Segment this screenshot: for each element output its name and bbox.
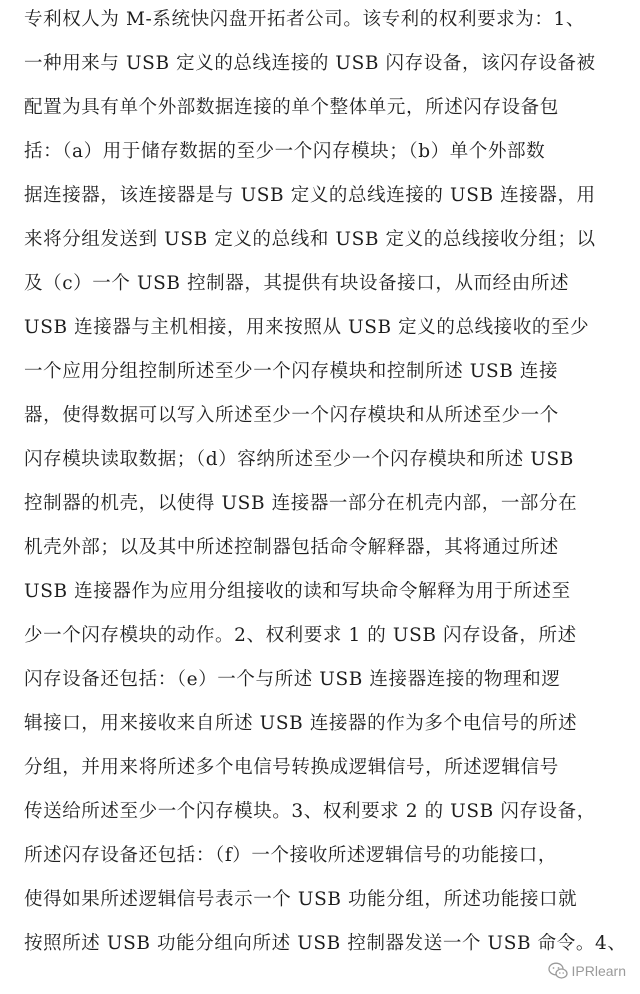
- text-line-10: 器，使得数据可以写入所述至少一个闪存模块和从所述至少一个: [24, 405, 559, 426]
- text-line-9: 一个应用分组控制所述至少一个闪存模块和控制所述 USB 连接: [24, 361, 559, 382]
- text-line-16: 闪存设备还包括：（e）一个与所述 USB 连接器连接的物理和逻: [24, 669, 561, 690]
- text-line-13: 机壳外部；以及其中所述控制器包括命令解释器，其将通过所述: [24, 537, 559, 558]
- text-line-6: 来将分组发送到 USB 定义的总线和 USB 定义的总线接收分组；以: [24, 229, 596, 250]
- watermark: [544, 960, 630, 982]
- watermark-text: IPRlearn: [571, 963, 626, 979]
- text-line-11: 闪存模块读取数据；（d）容纳所述至少一个闪存模块和所述 USB: [24, 449, 574, 470]
- text-line-19: 传送给所述至少一个闪存模块。3、权利要求 2 的 USB 闪存设备，: [24, 801, 596, 822]
- text-line-22: 按照所述 USB 功能分组向所述 USB 控制器发送一个 USB 命令。4、: [24, 933, 627, 954]
- text-line-21: 使得如果所述逻辑信号表示一个 USB 功能分组，所述功能接口就: [24, 889, 578, 910]
- wechat-icon: [548, 962, 568, 980]
- text-line-8: USB 连接器与主机相接，用来按照从 USB 定义的总线接收的至少: [24, 317, 590, 338]
- text-line-1: 专利权人为 M-系统快闪盘开拓者公司。该专利的权利要求为：1、: [24, 9, 585, 30]
- text-line-5: 据连接器，该连接器是与 USB 定义的总线连接的 USB 连接器，用: [24, 185, 596, 206]
- text-line-20: 所述闪存设备还包括：（f）一个接收所述逻辑信号的功能接口，: [24, 845, 557, 866]
- text-line-18: 分组，并用来将所述多个电信号转换成逻辑信号，所述逻辑信号: [24, 757, 559, 778]
- text-line-14: USB 连接器作为应用分组接收的读和写块命令解释为用于所述至: [24, 581, 571, 602]
- text-line-3: 配置为具有单个外部数据连接的单个整体单元，所述闪存设备包: [24, 97, 559, 118]
- text-line-12: 控制器的机壳，以使得 USB 连接器一部分在机壳内部，一部分在: [24, 493, 578, 514]
- text-line-15: 少一个闪存模块的动作。2、权利要求 1 的 USB 闪存设备，所述: [24, 625, 577, 646]
- text-line-4: 括：（a）用于储存数据的至少一个闪存模块；（b）单个外部数: [24, 141, 546, 162]
- text-line-7: 及（c）一个 USB 控制器，其提供有块设备接口，从而经由所述: [24, 273, 570, 294]
- text-line-2: 一种用来与 USB 定义的总线连接的 USB 闪存设备，该闪存设备被: [24, 53, 596, 74]
- text-line-17: 辑接口，用来接收来自所述 USB 连接器的作为多个电信号的所述: [24, 713, 578, 734]
